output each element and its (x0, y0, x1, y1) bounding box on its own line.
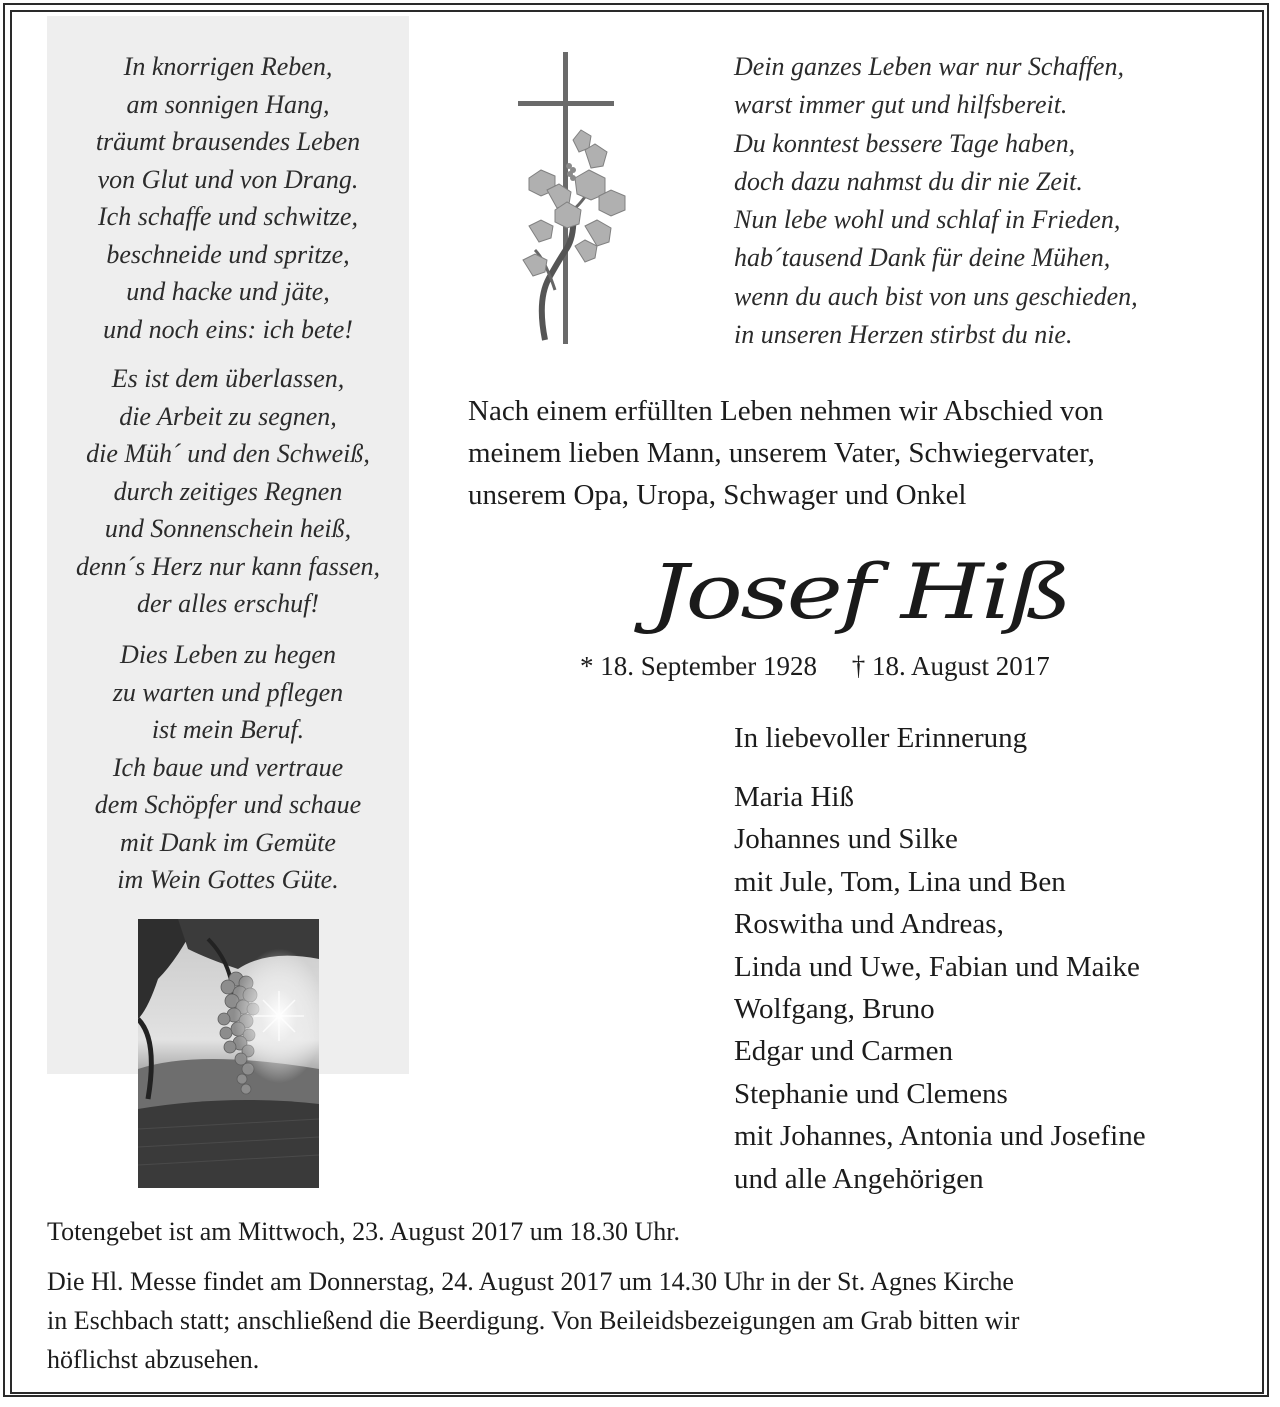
poem-line: träumt brausendes Leben (95, 127, 361, 156)
funeral-notice (47, 1262, 1237, 1379)
mourner-line: Wolfgang, Bruno (734, 993, 935, 1026)
poem-line: Du konntest bessere Tage haben, (734, 128, 1076, 158)
poem-line: im Wein Gottes Güte. (117, 865, 339, 894)
poem-line: und Sonnenschein heiß, (104, 514, 352, 543)
mourner-line: Johannes und Silke (734, 823, 958, 856)
right-poem (734, 48, 1138, 354)
birth-date: * 18. September 1928 (580, 651, 817, 681)
poem-line: von Glut und von Drang. (97, 164, 359, 194)
mourners-heading: In liebevoller Erinnerung (734, 722, 1028, 754)
poem-stanza-1 (47, 48, 409, 348)
cross-with-vine-icon (515, 50, 635, 350)
poem-line: dem Schöpfer und schaue (94, 790, 362, 819)
poem-line: beschneide und spritze, (106, 239, 350, 269)
poem-line: warst immer gut und hilfsbereit. (734, 90, 1068, 120)
poem-line: und noch eins: ich bete! (103, 314, 353, 344)
poem-line: Dein ganzes Leben war nur Schaffen, (734, 52, 1124, 81)
mourner-line: Maria Hiß (734, 781, 854, 813)
mourners-list (734, 776, 1146, 1200)
poem-line: Nun lebe wohl und schlaf in Frieden, (734, 205, 1121, 235)
poem-stanza-2 (47, 360, 409, 623)
prayer-notice: Totengebet ist am Mittwoch, 23. August 2017 um 18.30 Uhr. (47, 1217, 680, 1246)
deceased-name (600, 540, 1120, 650)
intro-line: meinem lieben Mann, unserem Vater, Schwiegervater, (468, 437, 1095, 469)
poem-line: der alles erschuf! (137, 589, 319, 618)
life-dates (580, 651, 1050, 682)
poem-line: durch zeitiges Regnen (113, 476, 343, 506)
mourner-line: und alle Angehörigen (734, 1162, 984, 1195)
poem-line: die Arbeit zu segnen, (119, 401, 337, 431)
poem-line: doch dazu nahmst du dir nie Zeit. (734, 166, 1083, 196)
grape-vineyard-photo (138, 919, 319, 1188)
poem-line: am sonnigen Hang, (126, 89, 330, 119)
poem-line: mit Dank im Gemüte (120, 827, 336, 857)
poem-line: ist mein Beruf. (151, 715, 305, 744)
funeral-line: Die Hl. Messe findet am Donnerstag, 24. August 2017 um 14.30 Uhr in der St. Agnes Kirche (47, 1267, 1014, 1296)
poem-line: Dies Leben zu hegen (120, 640, 336, 669)
poem-line: denn´s Herz nur kann fassen, (75, 551, 381, 581)
poem-line: wenn du auch bist von uns geschieden, (734, 281, 1138, 311)
mourner-line: mit Jule, Tom, Lina und Ben (734, 865, 1066, 898)
poem-line: In knorrigen Reben, (123, 52, 333, 81)
mourner-line: Roswitha und Andreas, (734, 908, 1004, 941)
farewell-intro (468, 390, 1103, 516)
poem-line: Ich baue und vertraue (112, 752, 344, 782)
poem-stanza-3 (47, 636, 409, 899)
left-poem-panel (47, 16, 409, 1074)
poem-line: zu warten und pflegen (112, 677, 344, 707)
poem-line: und hacke und jäte, (126, 277, 330, 306)
poem-line: Es ist dem überlassen, (111, 364, 345, 393)
intro-line: unserem Opa, Uropa, Schwager und Onkel (468, 479, 967, 511)
poem-line: die Müh´ und den Schweiß, (86, 439, 370, 468)
mourner-line: mit Johannes, Antonia und Josefine (734, 1120, 1146, 1153)
mourner-line: Linda und Uwe, Fabian und Maike (734, 950, 1140, 983)
death-date: † 18. August 2017 (851, 651, 1050, 681)
poem-line: Ich schaffe und schwitze, (98, 202, 358, 231)
mourner-line: Stephanie und Clemens (734, 1077, 1008, 1110)
deceased-name-text: Josef Hiß (633, 547, 1070, 636)
intro-line: Nach einem erfüllten Leben nehmen wir Abschied von (468, 395, 1104, 427)
poem-line: hab´tausend Dank für deine Mühen, (734, 243, 1111, 273)
mourner-line: Edgar und Carmen (734, 1035, 954, 1068)
funeral-line: in Eschbach statt; anschließend die Beerdigung. Von Beileidsbezeigungen am Grab bitten wir (47, 1306, 1020, 1335)
funeral-line: höflichst abzusehen. (47, 1345, 260, 1374)
poem-line: in unseren Herzen stirbst du nie. (734, 320, 1073, 350)
